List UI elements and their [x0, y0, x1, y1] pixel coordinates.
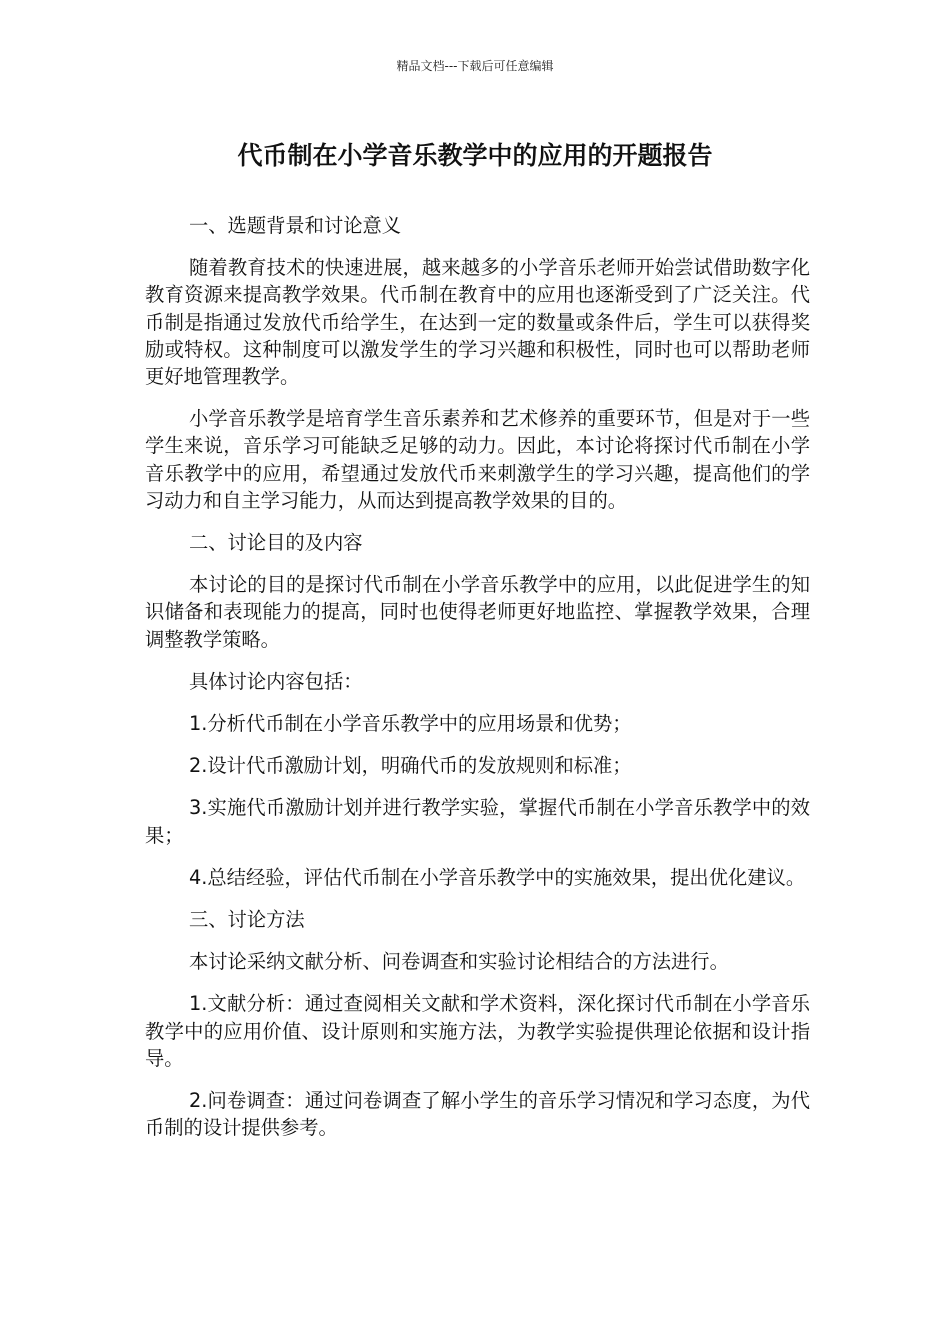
section-heading-method: 三、讨论方法 [189, 908, 305, 932]
list-item-method-2: 2.问卷调查：通过问卷调查了解小学生的音乐学习情况和学习态度，为代币制的设计提供参考。 [145, 1089, 810, 1140]
list-item-content-4: 4.总结经验，评估代币制在小学音乐教学中的实施效果，提出优化建议。 [189, 865, 806, 889]
header-note: 精品文档---下载后可任意编辑 [396, 59, 554, 73]
paragraph-method-intro: 本讨论采纳文献分析、问卷调查和实验讨论相结合的方法进行。 [189, 950, 729, 974]
paragraph-purpose: 本讨论的目的是探讨代币制在小学音乐教学中的应用，以此促进学生的知识储备和表现能力的提高，同时也使得老师更好地监控、掌握教学效果，合理调整教学策略。 [145, 573, 810, 651]
list-item-content-1: 1.分析代币制在小学音乐教学中的应用场景和优势； [189, 712, 632, 736]
list-item-content-2: 2.设计代币激励计划，明确代币的发放规则和标准； [189, 754, 632, 778]
list-item-content-3: 3.实施代币激励计划并进行教学实验，掌握代币制在小学音乐教学中的效果； [145, 796, 810, 847]
paragraph-background-1: 随着教育技术的快速进展，越来越多的小学音乐老师开始尝试借助数字化教育资源来提高教学效果。代币制在教育中的应用也逐渐受到了广泛关注。代币制是指通过发放代币给学生，在达到一定的数量或条件后，学生可以获得奖励或特权。这种制度可以激发学生的学习兴趣和积极性，同时也可以帮助老师更好地管理教学。 [145, 256, 810, 389]
document-title: 代币制在小学音乐教学中的应用的开题报告 [237, 141, 713, 170]
paragraph-content-intro: 具体讨论内容包括： [189, 669, 363, 693]
section-heading-background: 一、选题背景和讨论意义 [189, 214, 402, 237]
document-body [145, 212, 810, 1156]
paragraph-background-2: 小学音乐教学是培育学生音乐素养和艺术修养的重要环节，但是对于一些学生来说，音乐学习可能缺乏足够的动力。因此，本讨论将探讨代币制在小学音乐教学中的应用，希望通过发放代币来刺激学生的学习兴趣，提高他们的学习动力和自主学习能力，从而达到提高教学效果的目的。 [145, 407, 810, 512]
section-heading-purpose: 二、讨论目的及内容 [189, 531, 363, 555]
list-item-method-1: 1.文献分析：通过查阅相关文献和学术资料，深化探讨代币制在小学音乐教学中的应用价值、设计原则和实施方法，为教学实验提供理论依据和设计指导。 [145, 992, 810, 1070]
